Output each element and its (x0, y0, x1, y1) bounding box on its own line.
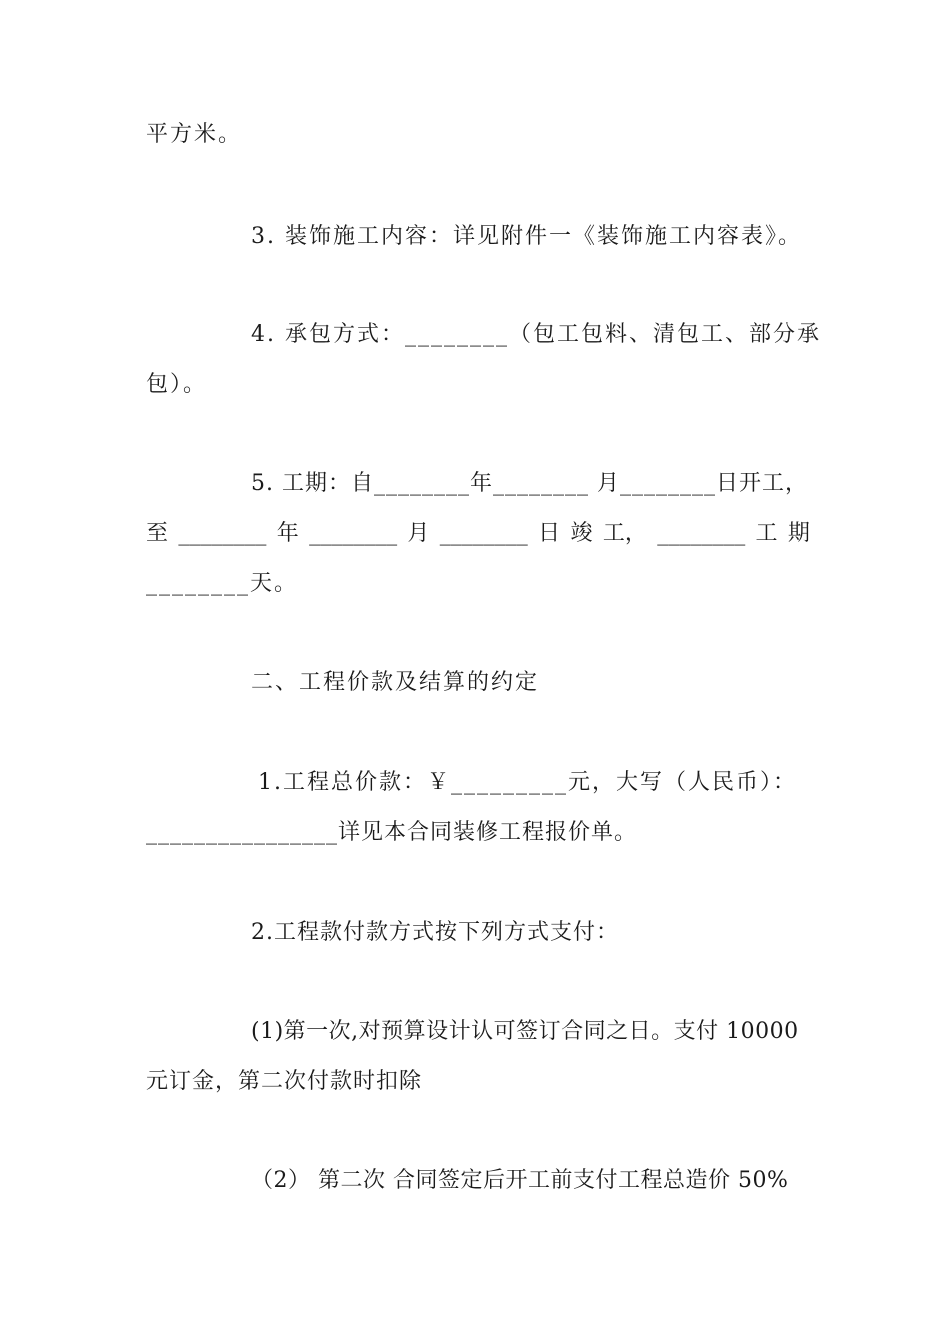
text-line-2: 3. 装饰施工内容：详见附件一《装饰施工内容表》。 (251, 224, 802, 249)
text-line-1: 平方米。 (146, 122, 243, 147)
text-token: 竣 (570, 521, 593, 546)
text-line-9: 1.工程总价款：￥_________元，大写（人民币）： (258, 770, 797, 795)
blank-underline: ________ (657, 521, 746, 546)
text-token: 工 (755, 521, 778, 546)
text-line-14: （2） 第二次 合同签定后开工前支付工程总造价 50% (251, 1168, 789, 1193)
text-line-5: 5. 工期：自________年________ 月________日开工， (251, 471, 808, 496)
text-line-3: 4. 承包方式：________（包工包料、清包工、部分承 (251, 322, 821, 347)
blank-underline: ________ (439, 521, 528, 546)
text-line-6 (146, 519, 810, 549)
text-token: 月 (407, 521, 430, 546)
text-token: 日 (538, 521, 561, 546)
text-line-10: ________________详见本合同装修工程报价单。 (146, 820, 638, 845)
text-line-11: 2.工程款付款方式按下列方式支付： (251, 920, 619, 945)
text-token: 年 (276, 521, 299, 546)
text-token: 期 (787, 521, 810, 546)
text-line-13: 元订金，第二次付款时扣除 (146, 1069, 423, 1094)
text-line-4: 包）。 (146, 372, 208, 397)
text-token: 工， (602, 521, 647, 546)
text-line-12: (1)第一次,对预算设计认可签订合同之日。支付 10000 (251, 1019, 799, 1044)
blank-underline: ________ (309, 521, 398, 546)
text-line-7: ________天。 (146, 571, 299, 596)
section-heading: 二、工程价款及结算的约定 (251, 670, 540, 695)
blank-underline: ________ (178, 521, 267, 546)
text-token: 至 (146, 521, 169, 546)
